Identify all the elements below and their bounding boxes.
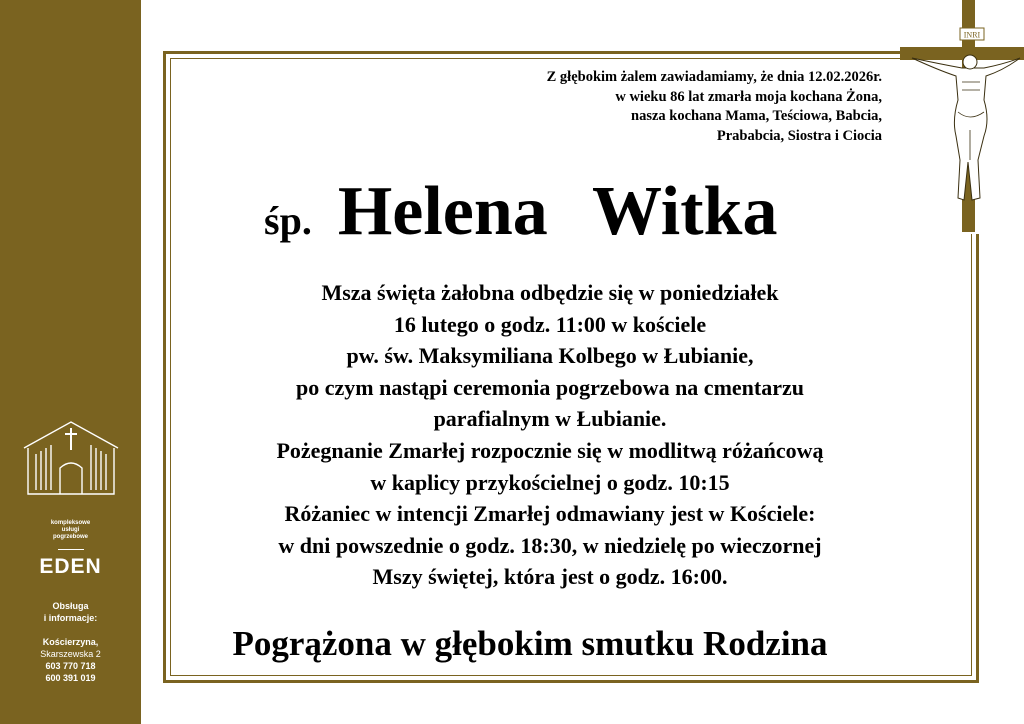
detail-line: w kaplicy przykościelnej o godz. 10:15 bbox=[370, 469, 730, 495]
church-icon bbox=[22, 418, 120, 498]
detail-line: Msza święta żałobna odbędzie się w poniedziałek bbox=[321, 280, 779, 305]
info-heading: i informacje: bbox=[43, 613, 98, 623]
detail-line: pw. św. Maksymiliana Kolbego w Łubianie, bbox=[346, 343, 754, 369]
phone-number: 600 391 019 bbox=[45, 673, 96, 683]
intro-line: Z głębokim żalem zawiadamiamy, że dnia 12.02.2026r. bbox=[546, 69, 882, 85]
intro-announcement bbox=[547, 68, 882, 146]
ceremony-details bbox=[170, 277, 930, 593]
tagline-line: kompleksowe bbox=[50, 520, 91, 526]
detail-line: Mszy świętej, która jest o godz. 16:00. bbox=[372, 564, 728, 590]
tagline-line: pogrzebowe bbox=[52, 534, 88, 540]
detail-line: parafialnym w Łubianie. bbox=[433, 406, 667, 432]
deceased-name-row bbox=[264, 172, 777, 252]
funeral-home-sidebar bbox=[0, 0, 141, 724]
phone-number: 603 770 718 bbox=[45, 661, 96, 671]
info-heading: Obsługa bbox=[52, 601, 89, 611]
detail-line: po czym nastąpi ceremonia pogrzebowa na cmentarzu bbox=[296, 374, 804, 400]
address-city: Kościerzyna, bbox=[42, 637, 99, 647]
tagline-line: usługi bbox=[61, 527, 80, 533]
address-street: Skarszewska 2 bbox=[40, 649, 101, 659]
brand-divider bbox=[58, 549, 84, 550]
detail-line: Różaniec w intencji Zmarłej odmawiany jest w Kościele: bbox=[284, 501, 816, 527]
intro-line: Prababcia, Siostra i Ciocia bbox=[716, 127, 882, 144]
detail-line: w dni powszednie o godz. 18:30, w niedzielę po wieczornej bbox=[278, 532, 822, 558]
name-prefix: śp. bbox=[264, 198, 312, 243]
family-closing: Pogrążona w głębokim smutku Rodzina bbox=[232, 624, 828, 663]
deceased-name: Helena Witka bbox=[337, 173, 778, 250]
detail-line: 16 lutego o godz. 11:00 w kościele bbox=[393, 311, 707, 337]
intro-line: nasza kochana Mama, Teściowa, Babcia, bbox=[631, 108, 882, 124]
cross-inscription: INRI bbox=[963, 30, 981, 40]
crucifix-icon bbox=[900, 0, 1024, 232]
intro-line: w wieku 86 lat zmarła moja kochana Żona, bbox=[615, 88, 882, 105]
detail-line: Pożegnanie Zmarłej rozpocznie się w modlitwą różańcową bbox=[276, 437, 824, 463]
brand-name: EDEN bbox=[39, 555, 102, 578]
